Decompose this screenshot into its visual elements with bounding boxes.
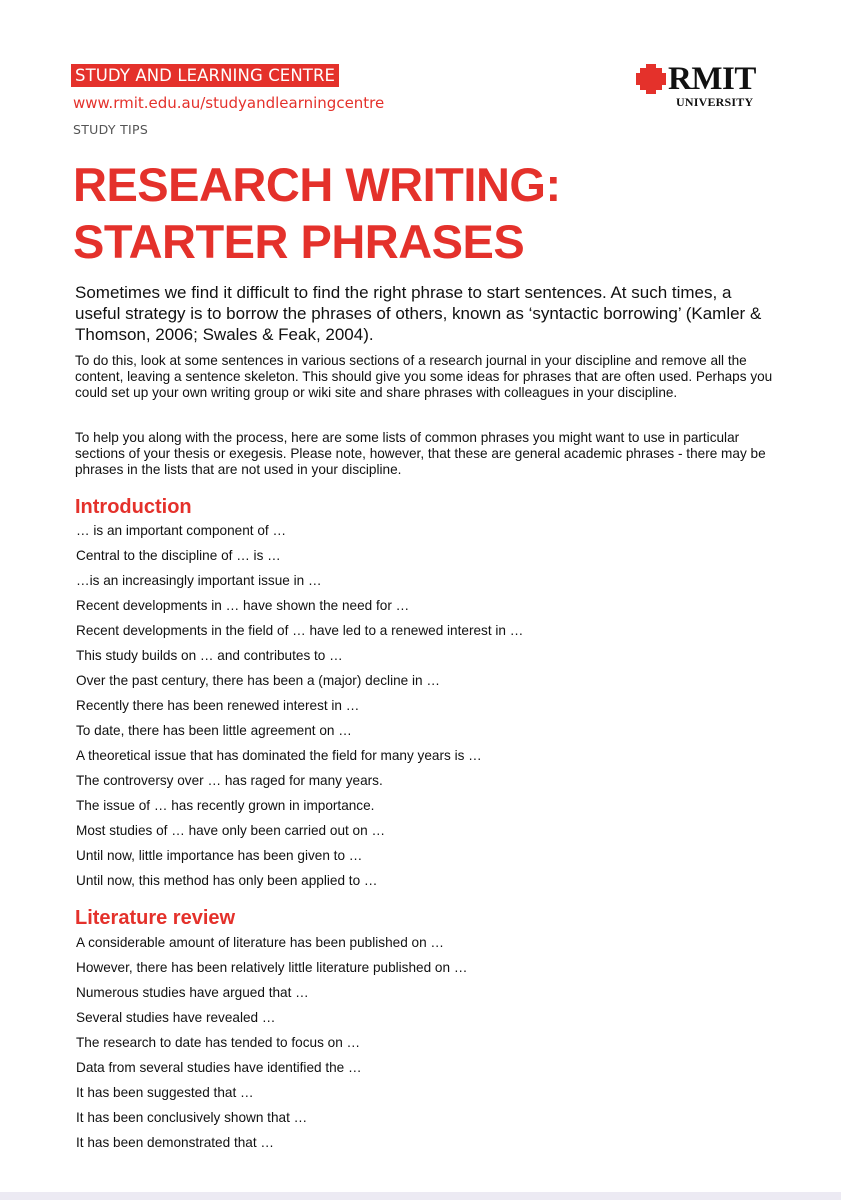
phrase-item: The controversy over … has raged for many years. bbox=[76, 773, 383, 788]
phrase-item: It has been suggested that … bbox=[76, 1085, 254, 1100]
phrase-item: A theoretical issue that has dominated the field for many years is … bbox=[76, 748, 482, 763]
phrase-item: However, there has been relatively little literature published on … bbox=[76, 960, 468, 975]
phrase-item: Recently there has been renewed interest in … bbox=[76, 698, 360, 713]
logo-subtitle: UNIVERSITY bbox=[676, 95, 754, 109]
series-label: STUDY TIPS bbox=[73, 122, 149, 137]
page-bottom-edge bbox=[0, 1192, 841, 1200]
phrase-item: This study builds on … and contributes to … bbox=[76, 648, 343, 663]
phrase-item: Several studies have revealed … bbox=[76, 1010, 276, 1025]
section-heading-literature-review: Literature review bbox=[75, 907, 236, 929]
phrase-item: Until now, little importance has been given to … bbox=[76, 848, 363, 863]
title-line-2: STARTER PHRASES bbox=[73, 215, 525, 268]
phrase-item: To date, there has been little agreement on … bbox=[76, 723, 352, 738]
logo-wordmark: RMIT bbox=[668, 61, 756, 97]
body-paragraph-2: To help you along with the process, here are some lists of common phrases you might want to use in particular sections of your thesis or exegesis. Please note, however, that these are general academic phrases - there may be phrases in the lists that are not used in your discipline. bbox=[75, 430, 766, 477]
body-paragraph-1: To do this, look at some sentences in various sections of a research journal in your discipline and remove all the content, leaving a sentence skeleton. This should give you some ideas for phrases that are often used. Perhaps you could set up your own writing group or wiki site and share phrases with colleagues in your discipline. bbox=[75, 353, 773, 400]
phrase-item: Until now, this method has only been applied to … bbox=[76, 873, 378, 888]
phrase-item: Numerous studies have argued that … bbox=[76, 985, 309, 1000]
phrase-item: The issue of … has recently grown in importance. bbox=[76, 798, 375, 813]
phrase-item: Recent developments in … have shown the need for … bbox=[76, 598, 410, 613]
literature-review-phrase-list bbox=[76, 930, 467, 1155]
centre-label: STUDY AND LEARNING CENTRE bbox=[71, 64, 339, 87]
rmit-logo bbox=[636, 62, 766, 112]
phrase-item: Data from several studies have identified the … bbox=[76, 1060, 362, 1075]
phrase-item: A considerable amount of literature has been published on … bbox=[76, 935, 445, 950]
phrase-item: Central to the discipline of … is … bbox=[76, 548, 281, 563]
rmit-pixel-icon bbox=[636, 64, 666, 94]
phrase-item: It has been conclusively shown that … bbox=[76, 1110, 308, 1125]
title-line-1: RESEARCH WRITING: bbox=[73, 158, 561, 211]
phrase-item: …is an increasingly important issue in … bbox=[76, 573, 322, 588]
website-link[interactable]: www.rmit.edu.au/studyandlearningcentre bbox=[73, 94, 385, 112]
page-title bbox=[73, 156, 561, 270]
introduction-phrase-list bbox=[76, 518, 523, 893]
phrase-item: Recent developments in the field of … have led to a renewed interest in … bbox=[76, 623, 524, 638]
phrase-item: Most studies of … have only been carried out on … bbox=[76, 823, 386, 838]
phrase-item: It has been demonstrated that … bbox=[76, 1135, 274, 1150]
phrase-item: … is an important component of … bbox=[76, 523, 287, 538]
phrase-item: Over the past century, there has been a (major) decline in … bbox=[76, 673, 440, 688]
phrase-item: The research to date has tended to focus on … bbox=[76, 1035, 361, 1050]
lead-paragraph: Sometimes we find it difficult to find the right phrase to start sentences. At such times, a useful strategy is to borrow the phrases of others, known as ‘syntactic borrowing’ (Kamler & Thomson, 2006; Swales & Feak, 2004). bbox=[75, 283, 762, 344]
section-heading-introduction: Introduction bbox=[75, 496, 192, 518]
